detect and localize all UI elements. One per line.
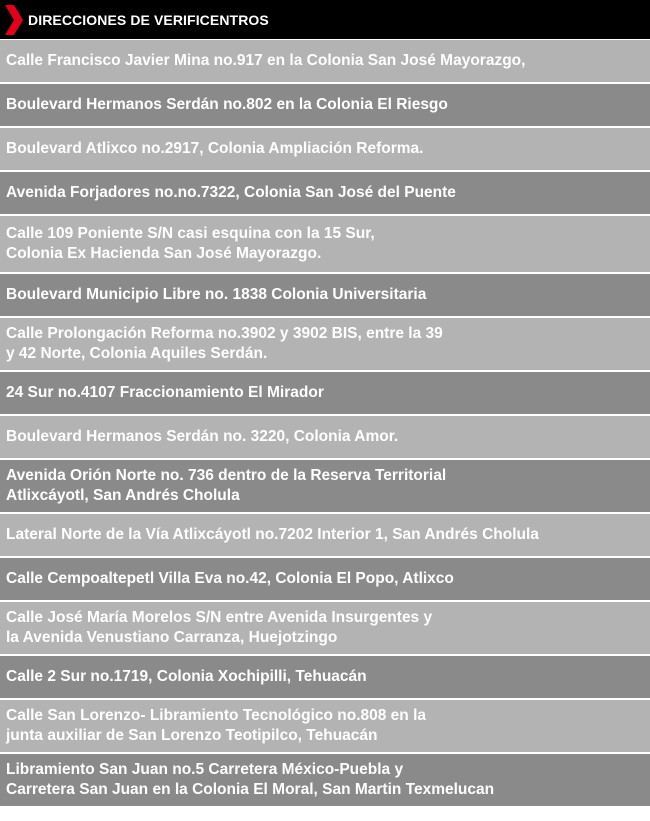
- address-row: Avenida Orión Norte no. 736 dentro de la Reserva Territorial Atlixcáyotl, San Andrés Cholula: [0, 460, 650, 514]
- address-row: Calle San Lorenzo- Libramiento Tecnológico no.808 en la junta auxiliar de San Lorenzo Teotipilco, Tehuacán: [0, 700, 650, 754]
- address-row: 24 Sur no.4107 Fraccionamiento El Mirador: [0, 372, 650, 416]
- address-row: Boulevard Hermanos Serdán no.802 en la Colonia El Riesgo: [0, 84, 650, 128]
- address-row: Avenida Forjadores no.no.7322, Colonia San José del Puente: [0, 172, 650, 216]
- address-row: Lateral Norte de la Vía Atlixcáyotl no.7202 Interior 1, San Andrés Cholula: [0, 514, 650, 558]
- address-row: Calle Cempoaltepetl Villa Eva no.42, Colonia El Popo, Atlixco: [0, 558, 650, 602]
- address-row: Calle Prolongación Reforma no.3902 y 3902 BIS, entre la 39 y 42 Norte, Colonia Aquiles Serdán.: [0, 318, 650, 372]
- address-row: Calle 2 Sur no.1719, Colonia Xochipilli, Tehuacán: [0, 656, 650, 700]
- address-row: Boulevard Municipio Libre no. 1838 Colonia Universitaria: [0, 274, 650, 318]
- address-row: Boulevard Atlixco no.2917, Colonia Ampliación Reforma.: [0, 128, 650, 172]
- header-bar: [0, 0, 650, 40]
- address-row: Boulevard Hermanos Serdán no. 3220, Colonia Amor.: [0, 416, 650, 460]
- address-row: Libramiento San Juan no.5 Carretera México-Puebla y Carretera San Juan en la Colonia El Moral, San Martin Texmelucan: [0, 754, 650, 808]
- address-row: Calle José María Morelos S/N entre Avenida Insurgentes y la Avenida Venustiano Carranza, Huejotzingo: [0, 602, 650, 656]
- address-list: [0, 40, 650, 808]
- chevron-right-icon: [2, 0, 24, 40]
- page-title: DIRECCIONES DE VERIFICENTROS: [28, 11, 269, 28]
- address-row: Calle Francisco Javier Mina no.917 en la Colonia San José Mayorazgo,: [0, 40, 650, 84]
- address-row: Calle 109 Poniente S/N casi esquina con la 15 Sur, Colonia Ex Hacienda San José Mayorazgo.: [0, 216, 650, 274]
